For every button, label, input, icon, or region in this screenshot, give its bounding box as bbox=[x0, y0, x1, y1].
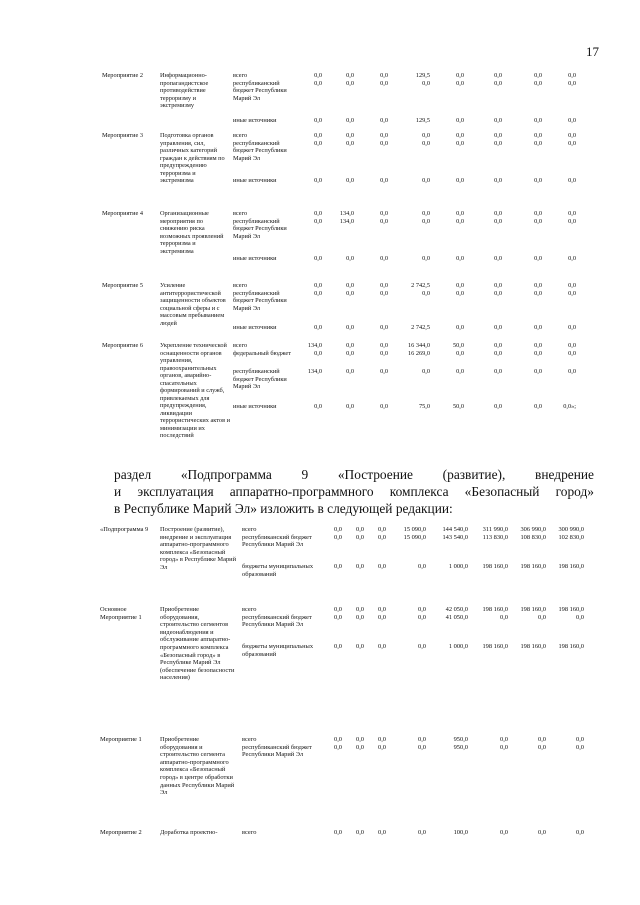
value-cell: 0,0 bbox=[356, 533, 364, 541]
source-label: иные источники bbox=[233, 177, 277, 184]
value-cell: 0,0 bbox=[568, 72, 576, 79]
source-label: всего bbox=[242, 829, 257, 836]
value-cell: 300 990,0 bbox=[558, 526, 584, 533]
value-cell: 0,0 bbox=[576, 829, 584, 836]
value-cell: 0,0 bbox=[456, 324, 464, 331]
value-cell: 0,0 bbox=[500, 743, 508, 751]
value-cell: 144 540,0 bbox=[442, 526, 468, 533]
value-cell: 0,0 bbox=[494, 117, 502, 124]
value-cell: 0,0 bbox=[418, 643, 426, 650]
value-cell: 0,0 bbox=[378, 563, 386, 570]
value-cell: 0,0 bbox=[494, 210, 502, 217]
source-label: всего bbox=[242, 736, 257, 743]
row-description: Усиление антитеррористической защищенности объектов социальной сферы и с массовым пребыванием людей bbox=[160, 282, 226, 327]
source-label: всего bbox=[233, 282, 248, 289]
value-cell: 0,0 bbox=[568, 79, 576, 87]
value-cell: 0,0 bbox=[418, 563, 426, 570]
value-cell: 0,0 bbox=[356, 736, 364, 743]
source-label: республиканский бюджет Республики Марий Эл bbox=[233, 289, 287, 312]
value-cell: 0,0 bbox=[378, 643, 386, 650]
value-cell: 0,0 bbox=[380, 255, 388, 262]
value-cell: 0,0 bbox=[356, 829, 364, 836]
value-cell: 50,0 bbox=[452, 403, 464, 410]
value-cell: 0,0 bbox=[568, 368, 576, 375]
value-cell: 0,0 bbox=[346, 403, 354, 410]
value-cell: 198 160,0 bbox=[520, 606, 546, 613]
value-cell: 0,0 bbox=[494, 368, 502, 375]
value-cell: 0,0 bbox=[314, 132, 322, 139]
value-cell: 134,0 bbox=[307, 368, 322, 375]
value-cell: 0,0 bbox=[568, 282, 576, 289]
value-cell: 0,0 bbox=[422, 79, 430, 87]
value-cell: 134,0 bbox=[339, 217, 354, 225]
source-label: всего bbox=[242, 526, 257, 533]
value-cell: 0,0 bbox=[380, 342, 388, 349]
value-cell: 950,0 bbox=[453, 736, 468, 743]
value-cell: 0,0 bbox=[380, 349, 388, 357]
row-description: Приобретение оборудования и строительство сегмента аппаратно-программного комплекса «Безопасный город» в центре обработки данных Республики Марий Эл bbox=[160, 736, 235, 797]
value-cell: 0,0 bbox=[534, 132, 542, 139]
value-cell: 0,0 bbox=[314, 210, 322, 217]
value-cell: 0,0 bbox=[494, 217, 502, 225]
value-cell: 0,0 bbox=[456, 177, 464, 184]
value-cell: 0,0 bbox=[494, 282, 502, 289]
heading-line: и эксплуатация аппаратно-программного комплекса «Безопасный город» bbox=[114, 484, 594, 499]
value-cell: 0,0 bbox=[380, 282, 388, 289]
value-cell: 0,0 bbox=[494, 403, 502, 410]
value-cell: 0,0 bbox=[380, 289, 388, 297]
value-cell: 0,0 bbox=[568, 139, 576, 147]
value-cell: 0,0 bbox=[576, 743, 584, 751]
row-description: Приобретение оборудования, строительство сегментов видеонаблюдения и обслуживание аппаратно-программного комплекса «Безопасный город» в Республике Марий Эл (обеспечение безопасности населения) bbox=[160, 606, 235, 682]
value-cell: 198 160,0 bbox=[558, 606, 584, 613]
value-cell: 113 830,0 bbox=[482, 533, 508, 541]
value-cell: 0,0 bbox=[356, 643, 364, 650]
value-cell: 198 160,0 bbox=[482, 606, 508, 613]
value-cell: 0,0 bbox=[346, 132, 354, 139]
value-cell: 0,0 bbox=[456, 289, 464, 297]
value-cell: 0,0 bbox=[538, 743, 546, 751]
value-cell: 0,0 bbox=[380, 177, 388, 184]
value-cell: 0,0 bbox=[334, 606, 342, 613]
value-cell: 0,0 bbox=[494, 139, 502, 147]
value-cell: 0,0 bbox=[500, 736, 508, 743]
value-cell: 16 344,0 bbox=[407, 342, 430, 349]
value-cell: 0,0 bbox=[534, 403, 542, 410]
source-label: иные источники bbox=[233, 324, 277, 331]
value-cell: 0,0 bbox=[494, 132, 502, 139]
value-cell: 0,0 bbox=[346, 289, 354, 297]
page-number: 17 bbox=[586, 44, 599, 59]
value-cell: 0,0 bbox=[314, 324, 322, 331]
value-cell: 0,0 bbox=[346, 79, 354, 87]
source-label: бюджеты муниципальных образований bbox=[242, 643, 314, 658]
value-cell: 0,0 bbox=[494, 349, 502, 357]
value-cell: 0,0 bbox=[568, 132, 576, 139]
heading-line: раздел «Подпрограмма 9 «Построение (развитие), внедрение bbox=[114, 467, 594, 482]
row-name: Основное Мероприятие 1 bbox=[100, 606, 142, 621]
value-cell: 0,0 bbox=[378, 829, 386, 836]
value-cell: 0,0 bbox=[380, 403, 388, 410]
value-cell: 0,0 bbox=[356, 526, 364, 533]
value-cell: 0,0 bbox=[456, 282, 464, 289]
value-cell: 0,0 bbox=[380, 324, 388, 331]
value-cell: 0,0 bbox=[314, 72, 322, 79]
value-cell: 0,0 bbox=[378, 526, 386, 533]
source-label: всего bbox=[242, 606, 257, 613]
value-cell: 15 090,0 bbox=[403, 526, 426, 533]
source-label: республиканский бюджет Республики Марий Эл bbox=[242, 613, 312, 629]
value-cell: 75,0 bbox=[418, 403, 430, 410]
value-cell: 0,0 bbox=[422, 132, 430, 139]
value-cell: 0,0 bbox=[380, 132, 388, 139]
value-cell: 0,0 bbox=[346, 139, 354, 147]
source-label: республиканский бюджет Республики Марий Эл bbox=[242, 743, 312, 759]
row-description: Организационные мероприятия по снижению риска возможных проявлений терроризма и экстремизма bbox=[160, 210, 224, 255]
value-cell: 0,0 bbox=[334, 643, 342, 650]
value-cell: 0,0 bbox=[422, 217, 430, 225]
value-cell: 0,0 bbox=[456, 72, 464, 79]
value-cell: 0,0 bbox=[568, 177, 576, 184]
value-cell: 0,0 bbox=[494, 177, 502, 184]
value-cell: 0,0 bbox=[494, 79, 502, 87]
value-cell: 129,5 bbox=[415, 72, 430, 79]
value-cell: 198 160,0 bbox=[520, 643, 546, 650]
row-description: Укрепление технической оснащенности органов управления, правоохранительных органов, аварийно-спасательных формирований и служб, привлекаемых для предупреждения, ликвидации террористических актов и минимизации их последствий bbox=[160, 342, 230, 439]
value-cell: 0,0 bbox=[456, 210, 464, 217]
value-cell: 1 000,0 bbox=[448, 563, 468, 570]
value-cell: 0,0 bbox=[334, 743, 342, 751]
value-cell: 2 742,5 bbox=[411, 324, 430, 331]
value-cell: 198 160,0 bbox=[558, 643, 584, 650]
value-cell: 2 742,5 bbox=[411, 282, 430, 289]
value-cell: 0,0 bbox=[380, 368, 388, 375]
row-description: Построение (развитие), внедрение и эксплуатация аппаратно-программного комплекса «Безопасный город» в Республике Марий Эл bbox=[160, 526, 236, 571]
heading-line: в Республике Марий Эл» изложить в следующей редакции: bbox=[114, 501, 453, 516]
value-cell: 102 830,0 bbox=[558, 533, 584, 541]
value-cell: 41 050,0 bbox=[445, 613, 468, 621]
row-name: Мероприятие 5 bbox=[102, 282, 144, 289]
value-cell: 0,0 bbox=[314, 139, 322, 147]
value-cell: 0,0 bbox=[418, 736, 426, 743]
value-cell: 0,0 bbox=[314, 403, 322, 410]
value-cell: 134,0 bbox=[307, 342, 322, 349]
value-cell: 0,0 bbox=[494, 255, 502, 262]
source-label: федеральный бюджет bbox=[233, 349, 291, 357]
source-label: иные источники bbox=[233, 255, 277, 262]
source-label: республиканский бюджет Республики Марий Эл bbox=[233, 139, 287, 162]
value-cell: 134,0 bbox=[339, 210, 354, 217]
value-cell: 0,0 bbox=[346, 324, 354, 331]
row-description: Подготовка органов управления, сил, различных категорий граждан к действиям по предупреждению терроризма и экстремизма bbox=[160, 132, 225, 184]
value-cell: 0,0 bbox=[538, 829, 546, 836]
value-cell: 0,0 bbox=[456, 217, 464, 225]
value-cell: 0,0 bbox=[456, 349, 464, 357]
row-name: Мероприятие 4 bbox=[102, 210, 144, 217]
value-cell: 0,0 bbox=[346, 342, 354, 349]
value-cell: 15 090,0 bbox=[403, 533, 426, 541]
value-cell: 0,0 bbox=[314, 349, 322, 357]
value-cell: 0,0 bbox=[456, 139, 464, 147]
row-name: Мероприятие 3 bbox=[102, 132, 144, 139]
value-cell: 0,0 bbox=[534, 79, 542, 87]
value-cell: 0,0 bbox=[568, 289, 576, 297]
value-cell: 0,0 bbox=[314, 177, 322, 184]
value-cell: 143 540,0 bbox=[442, 533, 468, 541]
value-cell: 0,0 bbox=[380, 139, 388, 147]
value-cell: 0,0 bbox=[314, 282, 322, 289]
value-cell: 0,0 bbox=[422, 255, 430, 262]
value-cell: 0,0 bbox=[576, 613, 584, 621]
value-cell: 0,0»; bbox=[563, 403, 576, 410]
value-cell: 0,0 bbox=[314, 117, 322, 124]
value-cell: 0,0 bbox=[456, 255, 464, 262]
row-name: Мероприятие 2 bbox=[100, 829, 142, 836]
source-label: республиканский бюджет Республики Марий Эл bbox=[233, 217, 287, 240]
value-cell: 0,0 bbox=[380, 72, 388, 79]
value-cell: 0,0 bbox=[534, 282, 542, 289]
value-cell: 0,0 bbox=[356, 606, 364, 613]
value-cell: 0,0 bbox=[538, 736, 546, 743]
value-cell: 0,0 bbox=[500, 613, 508, 621]
value-cell: 0,0 bbox=[334, 526, 342, 533]
value-cell: 0,0 bbox=[334, 613, 342, 621]
value-cell: 0,0 bbox=[422, 210, 430, 217]
value-cell: 129,5 bbox=[415, 117, 430, 124]
value-cell: 0,0 bbox=[422, 368, 430, 375]
value-cell: 0,0 bbox=[378, 743, 386, 751]
source-label: иные источники bbox=[233, 117, 277, 124]
value-cell: 0,0 bbox=[494, 72, 502, 79]
value-cell: 0,0 bbox=[422, 139, 430, 147]
value-cell: 0,0 bbox=[568, 349, 576, 357]
value-cell: 0,0 bbox=[494, 289, 502, 297]
value-cell: 0,0 bbox=[534, 117, 542, 124]
source-label: всего bbox=[233, 210, 248, 217]
value-cell: 0,0 bbox=[334, 829, 342, 836]
value-cell: 0,0 bbox=[568, 342, 576, 349]
value-cell: 0,0 bbox=[534, 289, 542, 297]
value-cell: 0,0 bbox=[346, 368, 354, 375]
value-cell: 0,0 bbox=[334, 533, 342, 541]
row-name: Мероприятие 1 bbox=[100, 736, 142, 743]
value-cell: 0,0 bbox=[568, 324, 576, 331]
value-cell: 0,0 bbox=[534, 349, 542, 357]
value-cell: 0,0 bbox=[568, 255, 576, 262]
value-cell: 0,0 bbox=[346, 72, 354, 79]
value-cell: 0,0 bbox=[346, 255, 354, 262]
value-cell: 0,0 bbox=[456, 368, 464, 375]
source-label: иные источники bbox=[233, 403, 277, 410]
value-cell: 0,0 bbox=[576, 736, 584, 743]
value-cell: 1 000,0 bbox=[448, 643, 468, 650]
value-cell: 16 269,0 bbox=[407, 349, 430, 357]
value-cell: 0,0 bbox=[418, 743, 426, 751]
row-name: «Подпрограмма 9 bbox=[100, 526, 149, 533]
value-cell: 198 160,0 bbox=[520, 563, 546, 570]
value-cell: 0,0 bbox=[534, 255, 542, 262]
value-cell: 0,0 bbox=[456, 79, 464, 87]
value-cell: 0,0 bbox=[456, 132, 464, 139]
value-cell: 0,0 bbox=[380, 79, 388, 87]
value-cell: 0,0 bbox=[500, 829, 508, 836]
value-cell: 0,0 bbox=[380, 117, 388, 124]
value-cell: 950,0 bbox=[453, 743, 468, 751]
row-name: Мероприятие 2 bbox=[102, 72, 144, 79]
value-cell: 0,0 bbox=[346, 349, 354, 357]
value-cell: 0,0 bbox=[422, 177, 430, 184]
value-cell: 0,0 bbox=[314, 217, 322, 225]
value-cell: 50,0 bbox=[452, 342, 464, 349]
value-cell: 306 990,0 bbox=[520, 526, 546, 533]
row-description: Информационно-пропагандистское противодействие терроризму и экстремизму bbox=[160, 72, 209, 109]
value-cell: 0,0 bbox=[314, 255, 322, 262]
value-cell: 0,0 bbox=[378, 606, 386, 613]
value-cell: 0,0 bbox=[418, 613, 426, 621]
value-cell: 0,0 bbox=[314, 289, 322, 297]
row-description: Доработка проектно- bbox=[160, 829, 218, 836]
value-cell: 0,0 bbox=[494, 342, 502, 349]
source-label: республиканский бюджет Республики Марий Эл bbox=[233, 368, 287, 390]
value-cell: 0,0 bbox=[334, 736, 342, 743]
value-cell: 0,0 bbox=[418, 606, 426, 613]
value-cell: 0,0 bbox=[422, 289, 430, 297]
value-cell: 0,0 bbox=[314, 79, 322, 87]
value-cell: 42 050,0 bbox=[445, 606, 468, 613]
value-cell: 0,0 bbox=[380, 217, 388, 225]
section-heading bbox=[114, 466, 594, 517]
value-cell: 0,0 bbox=[534, 217, 542, 225]
value-cell: 0,0 bbox=[346, 177, 354, 184]
value-cell: 0,0 bbox=[346, 117, 354, 124]
value-cell: 0,0 bbox=[380, 210, 388, 217]
value-cell: 108 830,0 bbox=[520, 533, 546, 541]
source-label: республиканский бюджет Республики Марий Эл bbox=[242, 533, 312, 549]
value-cell: 0,0 bbox=[334, 563, 342, 570]
value-cell: 0,0 bbox=[534, 177, 542, 184]
value-cell: 0,0 bbox=[378, 736, 386, 743]
value-cell: 0,0 bbox=[456, 117, 464, 124]
value-cell: 0,0 bbox=[346, 282, 354, 289]
value-cell: 0,0 bbox=[568, 117, 576, 124]
value-cell: 0,0 bbox=[356, 613, 364, 621]
value-cell: 0,0 bbox=[534, 72, 542, 79]
value-cell: 0,0 bbox=[534, 139, 542, 147]
value-cell: 0,0 bbox=[568, 210, 576, 217]
value-cell: 0,0 bbox=[494, 324, 502, 331]
value-cell: 0,0 bbox=[538, 613, 546, 621]
source-label: республиканский бюджет Республики Марий Эл bbox=[233, 79, 287, 102]
source-label: бюджеты муниципальных образований bbox=[242, 563, 314, 578]
value-cell: 198 160,0 bbox=[482, 643, 508, 650]
value-cell: 0,0 bbox=[356, 563, 364, 570]
value-cell: 0,0 bbox=[378, 613, 386, 621]
value-cell: 100,0 bbox=[453, 829, 468, 836]
value-cell: 198 160,0 bbox=[558, 563, 584, 570]
row-name: Мероприятие 6 bbox=[102, 342, 144, 349]
source-label: всего bbox=[233, 132, 248, 139]
value-cell: 198 160,0 bbox=[482, 563, 508, 570]
value-cell: 0,0 bbox=[534, 210, 542, 217]
value-cell: 0,0 bbox=[534, 368, 542, 375]
value-cell: 311 990,0 bbox=[482, 526, 508, 533]
value-cell: 0,0 bbox=[418, 829, 426, 836]
source-label: всего bbox=[233, 342, 248, 349]
value-cell: 0,0 bbox=[534, 324, 542, 331]
value-cell: 0,0 bbox=[568, 217, 576, 225]
source-label: всего bbox=[233, 72, 248, 79]
value-cell: 0,0 bbox=[356, 743, 364, 751]
value-cell: 0,0 bbox=[534, 342, 542, 349]
value-cell: 0,0 bbox=[378, 533, 386, 541]
